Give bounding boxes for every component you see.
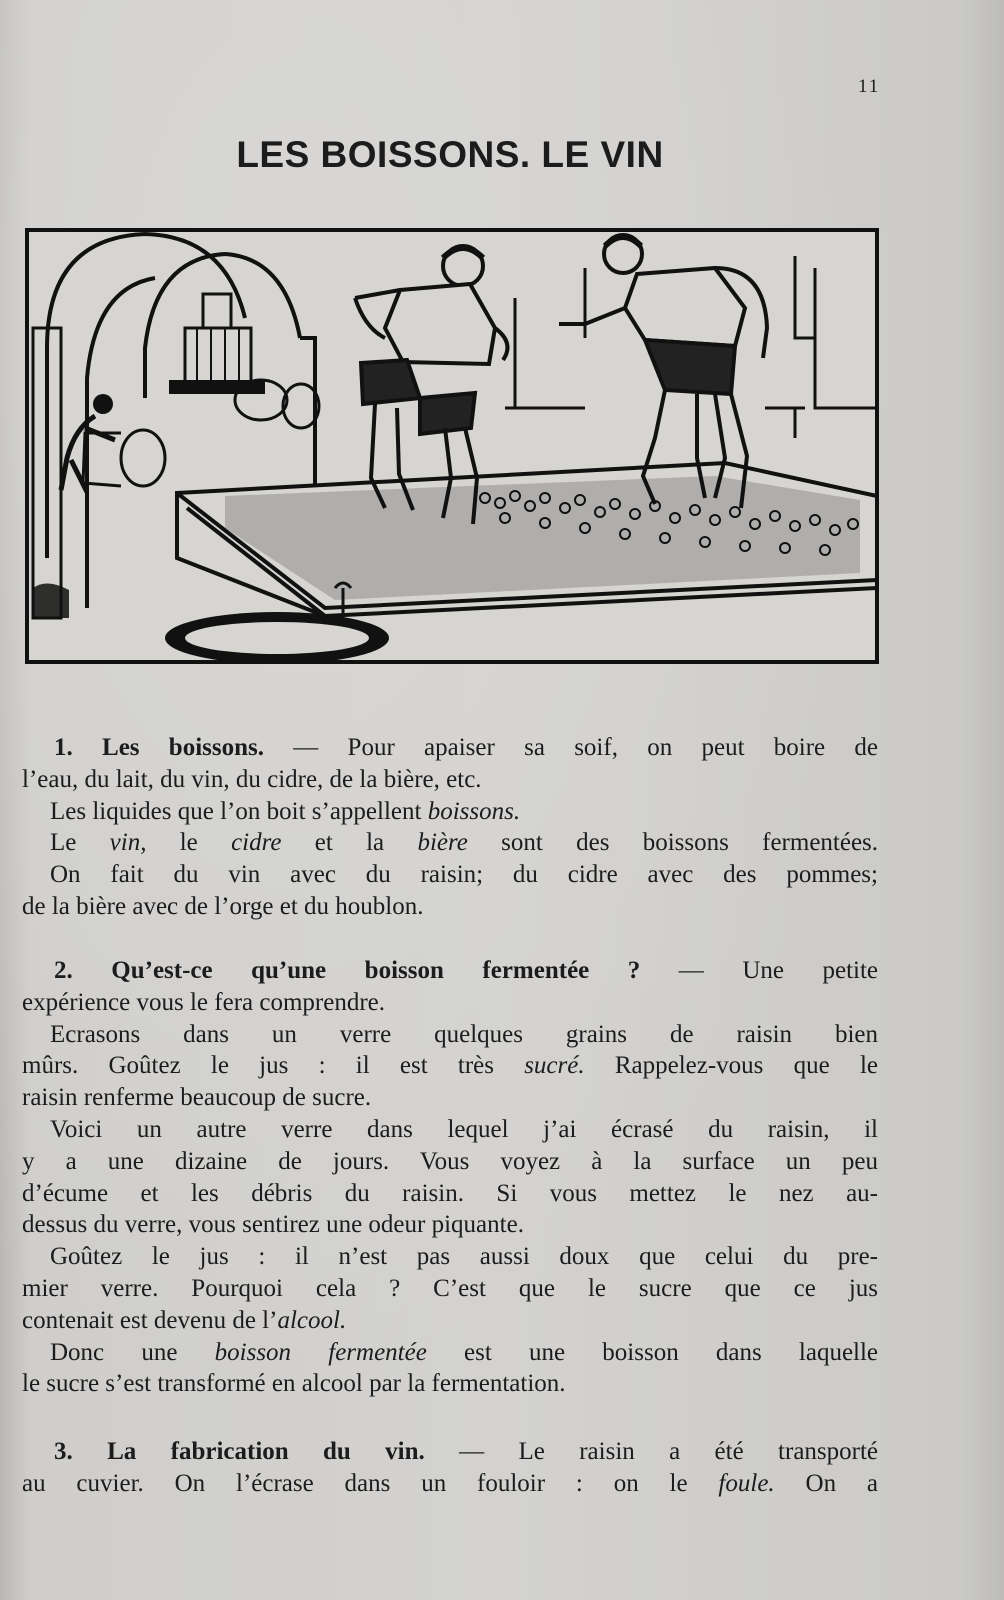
paragraph-line: 2. Qu’est-ce qu’une boisson fermentée ? — Une petite bbox=[54, 957, 879, 984]
section-boisson-fermentee bbox=[22, 955, 878, 1400]
paragraph-line: Goûtez le jus : il n’est pas aussi doux que celui du pre- bbox=[50, 1243, 878, 1271]
section-heading: 1. Les boissons. bbox=[54, 734, 264, 761]
section-heading: 2. Qu’est-ce qu’une boisson fermentée ? bbox=[54, 957, 641, 984]
paragraph-line: l’eau, du lait, du vin, du cidre, de la bière, etc. bbox=[22, 765, 482, 793]
section-boissons bbox=[22, 732, 878, 923]
paragraph-line: dessus du verre, vous sentirez une odeur piquante. bbox=[22, 1211, 524, 1239]
paragraph-line: 1. Les boissons. — Pour apaiser sa soif, on peut boire de bbox=[54, 734, 879, 761]
page-number: 11 bbox=[858, 76, 881, 97]
paragraph-line: Ecrasons dans un verre quelques grains de raisin bien bbox=[50, 1020, 878, 1048]
paragraph-line: au cuvier. On l’écrase dans un fouloir : on le foule. On a bbox=[22, 1469, 879, 1497]
paragraph-line: le sucre s’est transformé en alcool par la fermentation. bbox=[22, 1370, 566, 1398]
paragraph-line: contenait est devenu de l’alcool. bbox=[22, 1306, 347, 1334]
section-heading: 3. La fabrication du vin. bbox=[54, 1438, 425, 1465]
page-title: LES BOISSONS. LE VIN bbox=[236, 134, 664, 175]
wine-treading-illustration bbox=[25, 228, 879, 664]
paragraph-line: raisin renferme beaucoup de sucre. bbox=[22, 1084, 372, 1112]
paragraph-line: d’écume et les débris du raisin. Si vous mettez le nez au- bbox=[22, 1179, 878, 1207]
paragraph-line: Donc une boisson fermentée est une boisson dans laquelle bbox=[50, 1338, 879, 1366]
paragraph-line: Le vin, le cidre et la bière sont des boissons fermentées. bbox=[50, 829, 879, 857]
paragraph-line: expérience vous le fera comprendre. bbox=[22, 988, 386, 1016]
paragraph-line: On fait du vin avec du raisin; du cidre avec des pommes; bbox=[50, 861, 878, 889]
paragraph-line: 3. La fabrication du vin. — Le raisin a été transporté bbox=[54, 1438, 879, 1465]
paragraph-line: Les liquides que l’on boit s’appellent boissons. bbox=[50, 797, 521, 825]
paragraph-line: y a une dizaine de jours. Vous voyez à la surface un peu bbox=[22, 1147, 878, 1175]
paragraph-line: mûrs. Goûtez le jus : il est très sucré. Rappelez-vous que le bbox=[22, 1052, 878, 1080]
paragraph-line: Voici un autre verre dans lequel j’ai écrasé du raisin, il bbox=[50, 1115, 878, 1143]
section-fabrication-du-vin bbox=[22, 1436, 878, 1500]
paragraph-line: de la bière avec de l’orge et du houblon. bbox=[22, 892, 424, 920]
paragraph-line: mier verre. Pourquoi cela ? C’est que le sucre que ce jus bbox=[22, 1274, 878, 1302]
